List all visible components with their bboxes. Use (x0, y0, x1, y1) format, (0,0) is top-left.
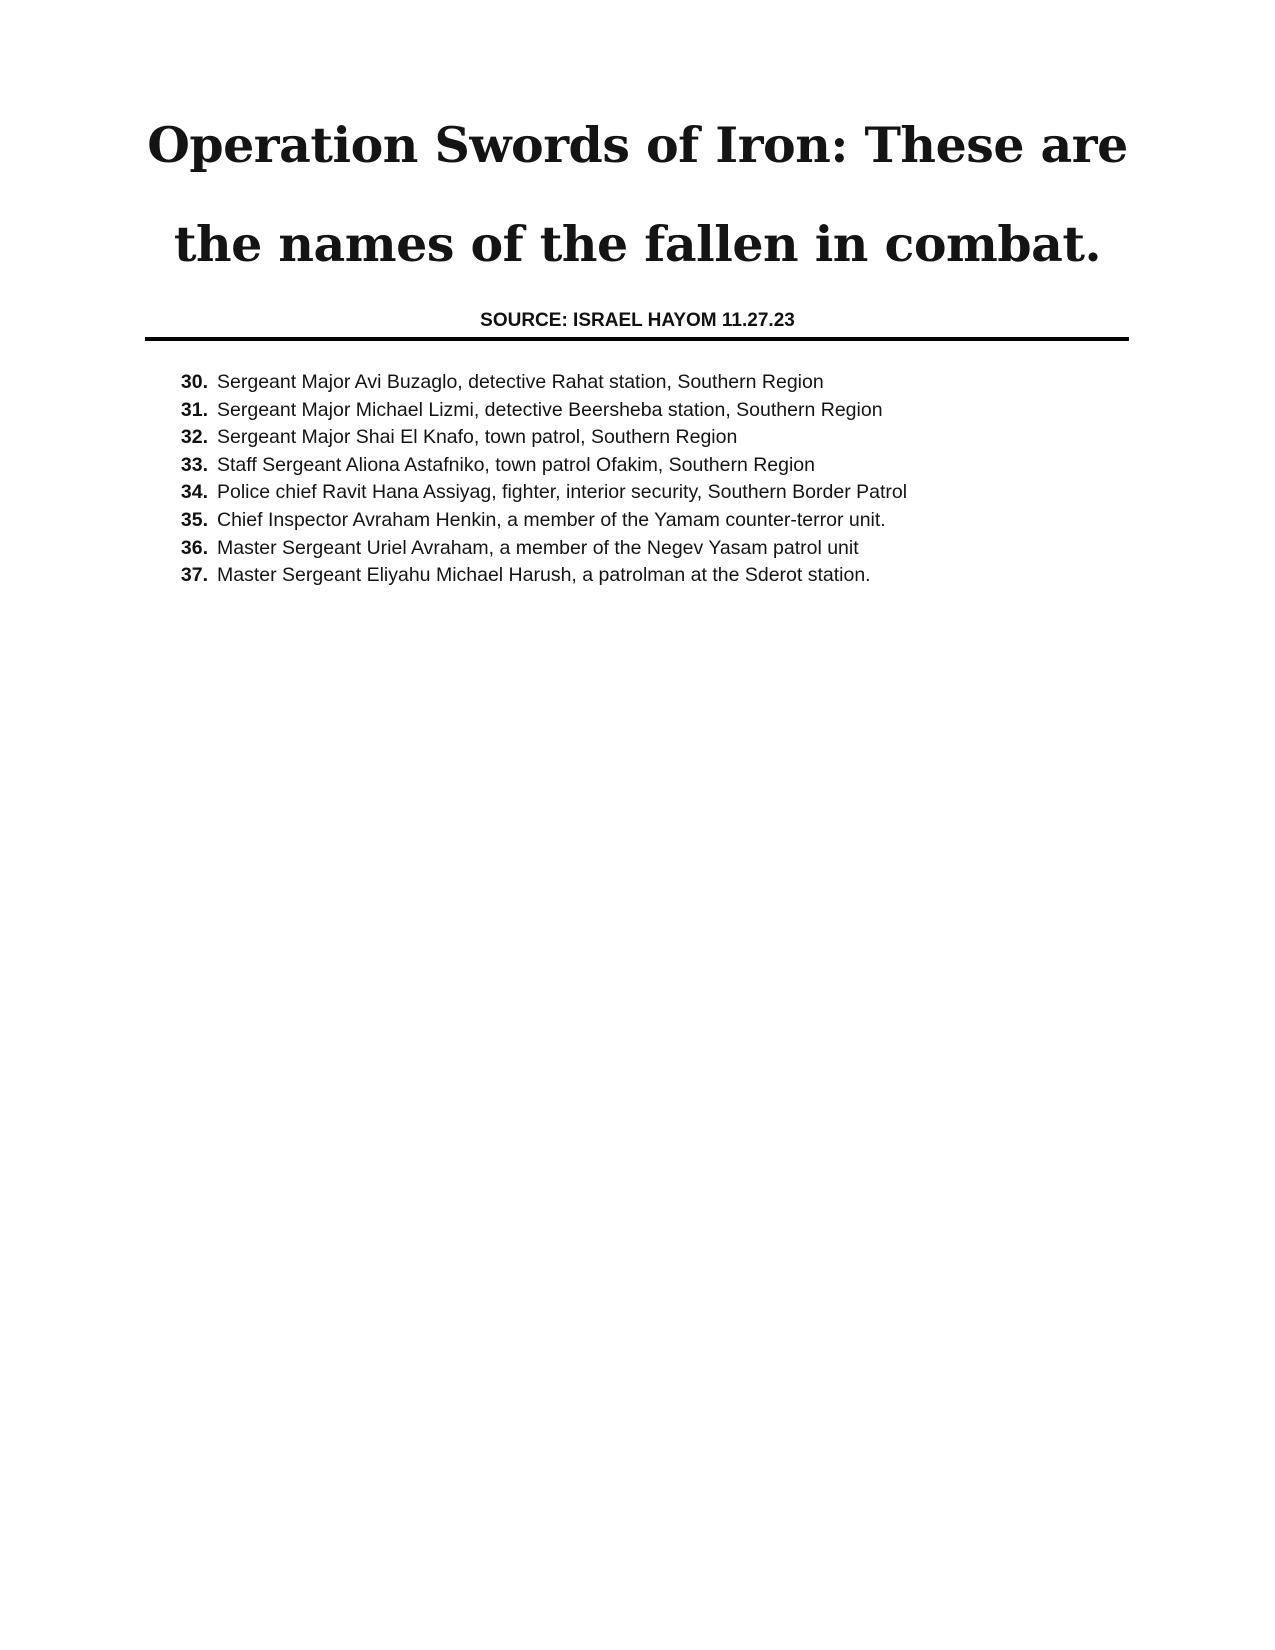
item-number: 35. (180, 508, 208, 531)
item-text: Sergeant Major Michael Lizmi, detective Beersheba station, Southern Region (217, 398, 883, 421)
item-text: Sergeant Major Shai El Knafo, town patrol, Southern Region (217, 426, 738, 449)
item-text: Master Sergeant Eliyahu Michael Harush, a patrolman at the Sderot station. (217, 564, 871, 587)
item-number: 31. (180, 398, 208, 421)
list-item (150, 454, 1100, 482)
list-item (150, 399, 1100, 427)
item-number: 32. (180, 426, 208, 449)
item-number: 36. (180, 536, 208, 559)
list-item (150, 481, 1100, 509)
item-number: 37. (180, 564, 208, 587)
source-line: SOURCE: ISRAEL HAYOM 11.27.23 (480, 310, 795, 331)
item-text: Chief Inspector Avraham Henkin, a member of the Yamam counter-terror unit. (217, 508, 886, 531)
fallen-list (150, 371, 1100, 592)
list-item (150, 509, 1100, 537)
item-number: 30. (180, 371, 208, 393)
list-item (150, 564, 1100, 592)
list-item (150, 371, 1100, 399)
item-number: 33. (180, 453, 208, 476)
item-text: Sergeant Major Avi Buzaglo, detective Rahat station, Southern Region (217, 371, 824, 393)
list-item (150, 426, 1100, 454)
title-divider (145, 337, 1129, 341)
item-number: 34. (180, 481, 208, 504)
list-item (150, 537, 1100, 565)
item-text: Master Sergeant Uriel Avraham, a member of the Negev Yasam patrol unit (217, 536, 859, 559)
page-title: Operation Swords of Iron: These are the names of the fallen in combat. (147, 116, 1128, 273)
item-text: Police chief Ravit Hana Assiyag, fighter, interior security, Southern Border Patrol (217, 481, 908, 504)
item-text: Staff Sergeant Aliona Astafniko, town patrol Ofakim, Southern Region (217, 453, 815, 476)
